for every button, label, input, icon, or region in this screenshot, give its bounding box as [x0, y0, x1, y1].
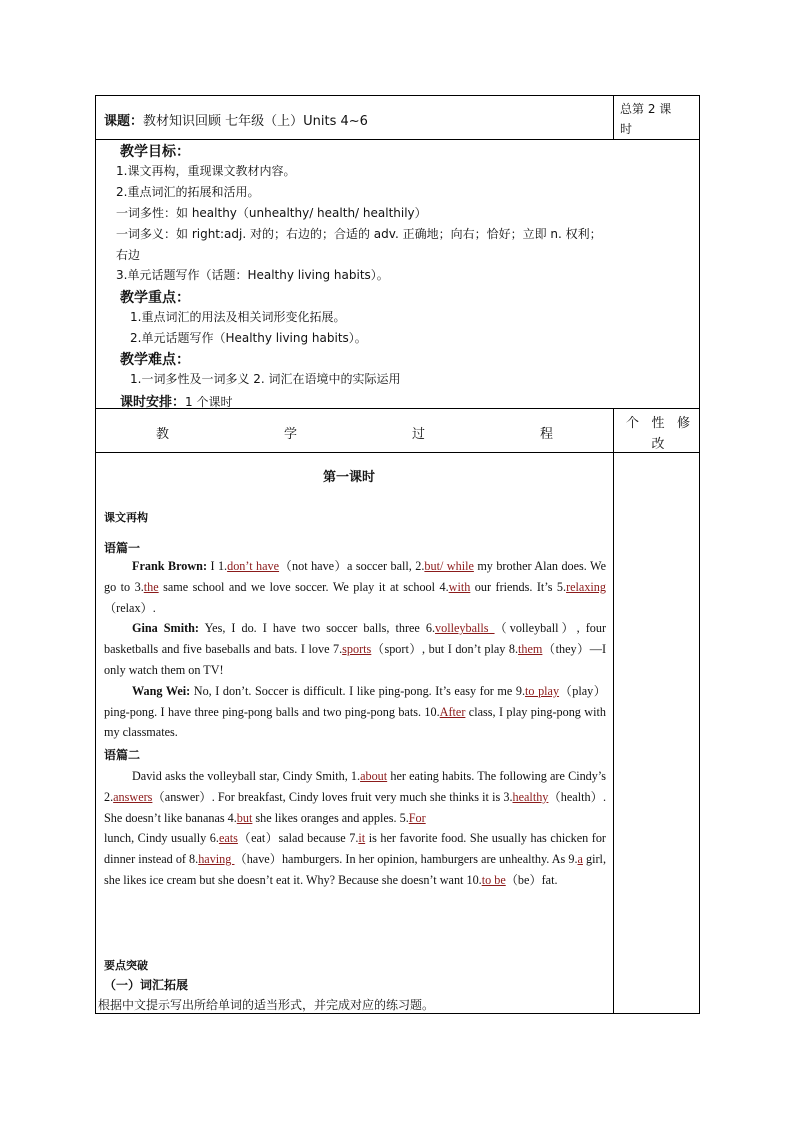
column-divider — [613, 408, 614, 1013]
answer-blank: about — [360, 769, 388, 783]
passage-text: David asks the volleyball star, Cindy Smith, 1. — [132, 769, 361, 783]
goal-item: 1.课文再构，重现课文教材内容。 — [116, 164, 296, 178]
lesson-title: 第一课时 — [323, 470, 376, 485]
instruction-text: 根据中文提示写出所给单词的适当形式，并完成对应的练习题。 — [98, 998, 435, 1012]
topic-text: 教材知识回顾 七年级（上）Units 4~6 — [143, 114, 368, 129]
passage-one — [104, 556, 606, 743]
passage-text: No, I don’t. Soccer is difficult. I like ping-pong. It’s easy for me 9. — [190, 683, 526, 698]
answer-blank: the — [143, 579, 159, 594]
schedule-line — [120, 391, 232, 410]
process-header-char: 过 — [412, 427, 426, 442]
passage-text: （have）hamburgers. In her opinion, hamburgers are unhealthy. As 9. — [234, 852, 578, 867]
personal-header-char: 修 — [676, 416, 690, 431]
goal-item: 2.重点词汇的拓展和活用。 — [116, 185, 260, 199]
passage-text: （be）fat. — [505, 872, 558, 887]
key-point-item: 1.重点词汇的用法及相关词形变化拓展。 — [130, 310, 346, 324]
personal-header-line2: 改 — [651, 437, 665, 452]
passage-text: （play）ping-pong. I have three ping-pong balls and two ping-pong bats. 10. — [104, 683, 606, 719]
passage-text: our friends. It’s 5. — [470, 579, 567, 594]
key-points-title: 教学重点： — [120, 290, 190, 306]
answer-blank: For — [408, 810, 426, 825]
answer-blank: but/ while — [424, 559, 474, 573]
schedule-label: 课时安排： — [120, 395, 186, 410]
answer-blank: volleyballs — [435, 621, 495, 636]
speaker-name: Gina Smith: — [132, 621, 199, 636]
answer-blank: sports — [342, 642, 372, 657]
section-rebuild-title: 课文再构 — [104, 511, 148, 524]
passage-text: （health）. She doesn’t like bananas 4. — [104, 789, 607, 825]
answer-blank: don’t have — [227, 559, 280, 573]
personal-header-char: 个 — [626, 416, 640, 431]
answer-blank: to play — [525, 683, 560, 698]
paragraph-frank — [104, 556, 606, 618]
goal-item: 右边 — [116, 248, 141, 262]
goal-item: 一词多义：如 right:adj. 对的；右边的；合适的 adv. 正确地；向右；恰好；立即 n. 权利； — [116, 227, 602, 241]
passage-text: （sport）, but I don’t play 8. — [371, 642, 519, 657]
passage-text: class, I play ping-pong with my classmates. — [104, 704, 606, 740]
passage-text: she likes oranges and apples. 5. — [252, 810, 409, 825]
speaker-name: Wang Wei: — [132, 683, 191, 698]
passage-text: I 1. — [207, 559, 228, 573]
passage-text: same school and we love soccer. We play it at school 4. — [158, 579, 449, 594]
answer-blank: eats — [218, 831, 238, 846]
goal-item: 3.单元话题写作（话题：Healthy living habits）。 — [116, 268, 389, 282]
key-point-item: 2.单元话题写作（Healthy living habits）。 — [130, 331, 367, 345]
answer-blank: having — [198, 852, 235, 867]
passage-text: her eating habits. The following are Cindy’s 2. — [104, 769, 606, 804]
passage-two — [104, 766, 606, 891]
answer-blank: answers — [113, 789, 153, 804]
passage-text: （relax）. — [104, 600, 156, 615]
passage-text: （answer）. For breakfast, Cindy loves fruit very much she thinks it is 3. — [152, 789, 513, 804]
passage-text: my brother Alan does. We go to 3. — [104, 559, 606, 594]
header-divider — [613, 96, 614, 139]
goal-item: 一词多性：如 healthy（unhealthy/ health/ healthily） — [116, 206, 427, 220]
answer-blank: but — [236, 810, 253, 825]
topic-line — [104, 110, 368, 129]
answer-blank: After — [439, 704, 466, 719]
answer-blank: to be — [481, 872, 506, 887]
answer-blank: with — [448, 579, 471, 594]
process-header-char: 学 — [284, 427, 298, 442]
paragraph-wangwei — [104, 681, 606, 743]
passage-text: （volleyball）, four basketballs and five baseballs and bats. I love 7. — [104, 621, 607, 657]
passage-text: lunch, Cindy usually 6. — [104, 831, 219, 846]
topic-label: 课题： — [104, 114, 144, 129]
schedule-value: 1 个课时 — [185, 395, 233, 409]
passage-text: （not have）a soccer ball, 2. — [279, 559, 425, 573]
section-key-title: 要点突破 — [104, 959, 148, 972]
passage-text: （they）—I only watch them on TV! — [104, 642, 607, 677]
process-header-char: 教 — [156, 427, 170, 442]
paragraph-gina — [104, 618, 606, 680]
passage-text: Yes, I do. I have two soccer balls, three 6. — [199, 621, 436, 636]
paragraph-lunch — [104, 828, 606, 890]
goals-title: 教学目标： — [120, 144, 190, 160]
difficulties-title: 教学难点： — [120, 352, 190, 368]
passage-text: girl, she likes ice cream but she doesn’t eat it. Why? Because she doesn’t want 10. — [104, 852, 606, 887]
paragraph-david — [104, 766, 606, 828]
passage1-title: 语篇一 — [104, 541, 141, 555]
passage-text: （eat）salad because 7. — [237, 831, 359, 846]
personal-header-char: 性 — [651, 416, 665, 431]
passage2-title: 语篇二 — [104, 748, 141, 762]
answer-blank: a — [577, 852, 583, 867]
personal-edit-header — [626, 412, 690, 452]
difficulty-item: 1.一词多性及一词多义 2. 词汇在语境中的实际运用 — [130, 372, 401, 386]
row-line — [96, 452, 699, 453]
lesson-number-line1: 总第 2 课 — [620, 102, 672, 116]
answer-blank: it — [358, 831, 366, 846]
answer-blank: relaxing — [566, 579, 606, 594]
process-header-char: 程 — [540, 427, 554, 442]
lesson-plan-table — [95, 95, 700, 1014]
speaker-name: Frank Brown: — [132, 559, 207, 573]
vocab-title: （一）词汇拓展 — [104, 978, 189, 992]
answer-blank: them — [518, 642, 543, 657]
passage-text: is her favorite food. She usually has chicken for dinner instead of 8. — [104, 831, 606, 867]
answer-blank: healthy — [512, 789, 549, 804]
lesson-number-line2: 时 — [620, 122, 633, 136]
row-line — [96, 139, 699, 140]
